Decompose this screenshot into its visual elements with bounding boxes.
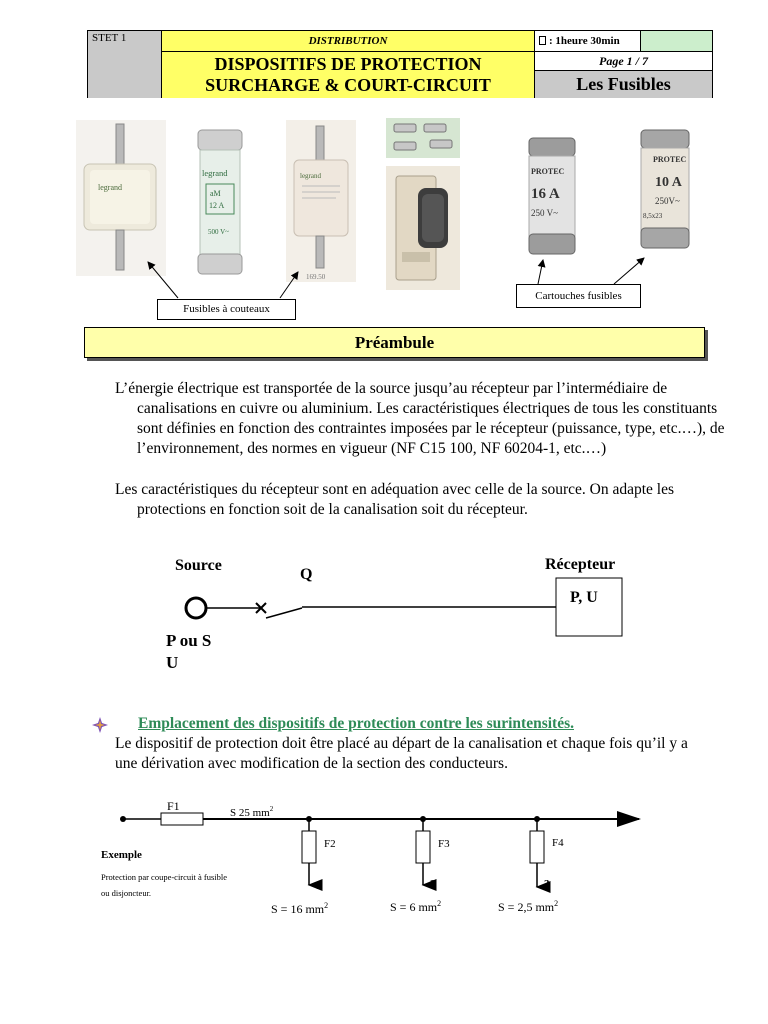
label-couteaux-text: Fusibles à couteaux [183, 303, 270, 315]
fuse-f1 [161, 813, 203, 825]
branch-1-section: S = 16 mm [271, 902, 325, 916]
label-cartouches-text: Cartouches fusibles [535, 290, 622, 302]
fuse2-brand: legrand [202, 168, 228, 178]
fuse-f3-label: F3 [438, 838, 450, 850]
source-symbol [186, 598, 206, 618]
branch-3 [498, 816, 564, 914]
title-line-1: DISPOSITIFS DE PROTECTION [214, 54, 482, 74]
branch-3-exponent: 2 [554, 899, 559, 908]
paragraph-placement: Le dispositif de protection doit être placé au départ de la canalisation et chaque fois qu’il y a une dérivation avec modification de la section des conducteurs. [115, 735, 688, 772]
fuse-f4-label: F4 [552, 837, 564, 849]
cart2-rating: 10 A [655, 175, 682, 190]
preambule-banner [84, 327, 705, 358]
svg-text:S = 2,5 mm2 [498, 899, 558, 914]
branch-2 [390, 816, 450, 914]
source-label: Source [175, 557, 222, 574]
label-fusibles-couteaux [157, 299, 296, 320]
cart1-voltage: 250 V~ [531, 208, 558, 218]
section-label: DISTRIBUTION [308, 35, 388, 47]
branch-2-exponent: 2 [437, 899, 442, 908]
example-line-2: ou disjoncteur. [101, 888, 152, 898]
branch-1-exponent: 2 [324, 901, 329, 910]
source-values-2: U [166, 653, 179, 672]
duration-label: : 1heure 30min [549, 35, 620, 47]
preambule-title: Préambule [354, 333, 435, 352]
cart1-rating: 16 A [531, 186, 560, 202]
fuse2-type: aM [210, 189, 221, 198]
example-line-1: Protection par coupe-circuit à fusible [101, 872, 228, 882]
switch-blade [266, 608, 302, 618]
callout-arrows [0, 0, 768, 330]
branch-protection-diagram [95, 795, 655, 925]
cart2-side: 8,5x23 [643, 212, 663, 220]
subject-label: Les Fusibles [576, 74, 671, 94]
main-section-label: S 25 mm [230, 807, 270, 819]
svg-text:S = 6 mm2 [390, 899, 441, 914]
paragraph-receiver: Les caractéristiques du récepteur sont en adéquation avec celle de la source. On adapte les protections en fonction soit de la canalisation soit du récepteur. [115, 481, 675, 518]
label-cartouches-fusibles [516, 284, 641, 308]
source-receiver-diagram [160, 550, 660, 675]
branch-3-number: 3 [544, 878, 550, 890]
branch-3-section: S = 2,5 mm [498, 900, 555, 914]
fuse3-brand: legrand [300, 172, 321, 180]
title-line-2: SURCHARGE & COURT-CIRCUIT [205, 75, 491, 95]
level-label: STET 1 [92, 32, 127, 44]
main-section-exponent: 2 [269, 805, 274, 813]
receiver-box [556, 578, 622, 636]
paragraph-energy: L’énergie électrique est transportée de la source jusqu’au récepteur par l’intermédiaire de canalisations en cuivre ou aluminium. Les caractéristiques électriques de tous les constituants sont définies en fonction des contraintes imposées par le récepteur (puissance, type, etc.…), de l’environnement, des normes en vigueur (NF C15 100, NF 60204-1, etc.…) [115, 380, 725, 457]
cart1-brand: PROTEC [531, 167, 565, 176]
fuse2-rating: 12 A [209, 201, 225, 210]
receiver-values: P, U [570, 589, 598, 606]
receiver-label: Récepteur [545, 556, 616, 573]
branch-2-section: S = 6 mm [390, 900, 438, 914]
svg-text:S 25 mm2 [230, 805, 274, 819]
branch-2-number: 2 [430, 878, 436, 890]
fuse1-brand: legrand [98, 183, 122, 192]
switch-label: Q [300, 566, 313, 583]
svg-text:S = 16 mm2 [271, 901, 328, 916]
cart2-brand: PROTEC [653, 155, 687, 164]
cart2-voltage: 250V~ [655, 196, 680, 206]
fuse2-voltage: 500 V~ [208, 228, 229, 236]
fuse-f2-label: F2 [324, 838, 336, 850]
section-heading: Emplacement des dispositifs de protection contre les surintensités. [138, 715, 574, 732]
source-values-1: P ou S [166, 631, 212, 650]
fuse3-ref: 169.50 [306, 273, 326, 281]
example-title: Exemple [101, 849, 142, 861]
branch-1 [271, 816, 336, 916]
cross-bullet-icon [92, 717, 108, 733]
page-number: Page 1 / 7 [599, 54, 648, 68]
branch-1-number: 1 [316, 880, 322, 892]
fuse-f1-label: F1 [167, 799, 180, 813]
